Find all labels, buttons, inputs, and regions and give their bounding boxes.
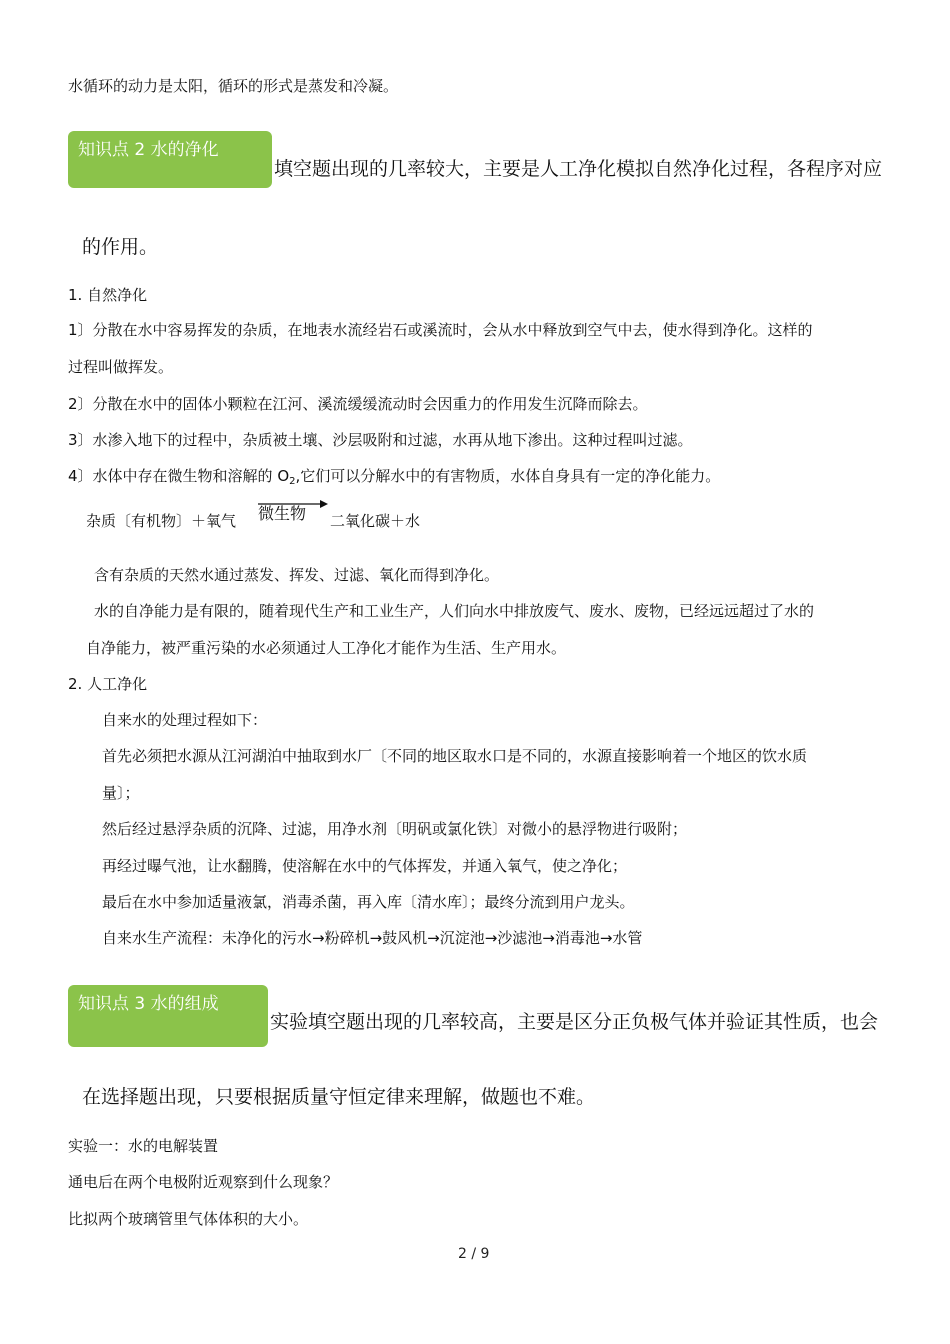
section3-desc-line2: 在选择题出现，只要根据质量守恒定律来理解，做题也不难。 <box>82 1086 596 1108</box>
section2-desc-line2: 的作用。 <box>82 236 159 258</box>
artificial-l2-line2: 量〕； <box>102 784 140 802</box>
section2-badge-label: 知识点 2 水的净化 <box>78 140 219 160</box>
section2-desc-line1: 填空题出现的几率较大，主要是人工净化模拟自然净化过程，各程序对应 <box>274 158 883 180</box>
equation-left: 杂质〔有机物〕＋氧气 <box>86 512 237 530</box>
artificial-heading: 2. 人工净化 <box>68 675 148 693</box>
artificial-l2-line1: 首先必须把水源从江河湖泊中抽取到水厂〔不同的地区取水口是不同的，水源直接影响着一个地区的饮水质 <box>102 747 808 765</box>
natural-p4-before: 4〕水体中存在微生物和溶解的 O <box>68 467 290 485</box>
page-number: 2 / 9 <box>458 1246 490 1262</box>
intro-text: 水循环的动力是太阳，循环的形式是蒸发和冷凝。 <box>68 77 399 95</box>
natural-p4-subscript: 2 <box>289 476 296 487</box>
natural-heading: 1. 自然净化 <box>68 286 148 304</box>
natural-p1-line2: 过程叫做挥发。 <box>68 358 174 376</box>
natural-p1-line1: 1〕分散在水中容易挥发的杂质，在地表水流经岩石或溪流时，会从水中释放到空气中去，使水得到净化。这样的 <box>68 321 813 339</box>
natural-p3: 3〕水渗入地下的过程中，杂质被土壤、沙层吸附和过滤，水再从地下渗出。这种过程叫过滤。 <box>68 431 693 449</box>
section3-badge-label: 知识点 3 水的组成 <box>78 994 219 1014</box>
natural-limit-line1: 水的自净能力是有限的，随着现代生产和工业生产，人们向水中排放废气、废水、废物，已经远远超过了水的 <box>94 602 815 620</box>
experiment-l2: 通电后在两个电极附近观察到什么现象？ <box>68 1173 339 1191</box>
artificial-l6: 自来水生产流程：未净化的污水→粉碎机→鼓风机→沉淀池→沙滤池→消毒池→水管 <box>102 929 643 947</box>
natural-limit-line2: 自净能力，被严重污染的水必须通过人工净化才能作为生活、生产用水。 <box>86 639 567 657</box>
experiment-l3: 比拟两个玻璃管里气体体积的大小。 <box>68 1210 309 1228</box>
artificial-l5: 最后在水中参加适量液氯，消毒杀菌，再入库〔清水库〕；最终分流到用户龙头。 <box>102 893 635 911</box>
equation-right: 二氧化碳＋水 <box>330 512 421 530</box>
section3-badge <box>68 985 268 1047</box>
natural-summary: 含有杂质的天然水通过蒸发、挥发、过滤、氧化而得到净化。 <box>94 566 500 584</box>
artificial-l1: 自来水的处理过程如下： <box>102 711 268 729</box>
natural-p2: 2〕分散在水中的固体小颗粒在江河、溪流缓缓流动时会因重力的作用发生沉降而除去。 <box>68 395 648 413</box>
experiment-l1: 实验一：水的电解装置 <box>68 1137 219 1155</box>
section2-badge <box>68 131 272 188</box>
artificial-l3: 然后经过悬浮杂质的沉降、过滤，用净水剂〔明矾或氯化铁〕对微小的悬浮物进行吸附； <box>102 820 688 838</box>
natural-p4 <box>68 466 720 492</box>
equation-arrow <box>256 498 330 528</box>
natural-p4-after: ,它们可以分解水中的有害物质，水体自身具有一定的净化能力。 <box>295 467 721 485</box>
equation-arrow-label: 微生物 <box>258 504 307 523</box>
artificial-l4: 再经过曝气池，让水翻腾，使溶解在水中的气体挥发，并通入氧气，使之净化； <box>102 857 628 875</box>
section3-desc-line1: 实验填空题出现的几率较高，主要是区分正负极气体并验证其性质，也会 <box>270 1011 879 1033</box>
